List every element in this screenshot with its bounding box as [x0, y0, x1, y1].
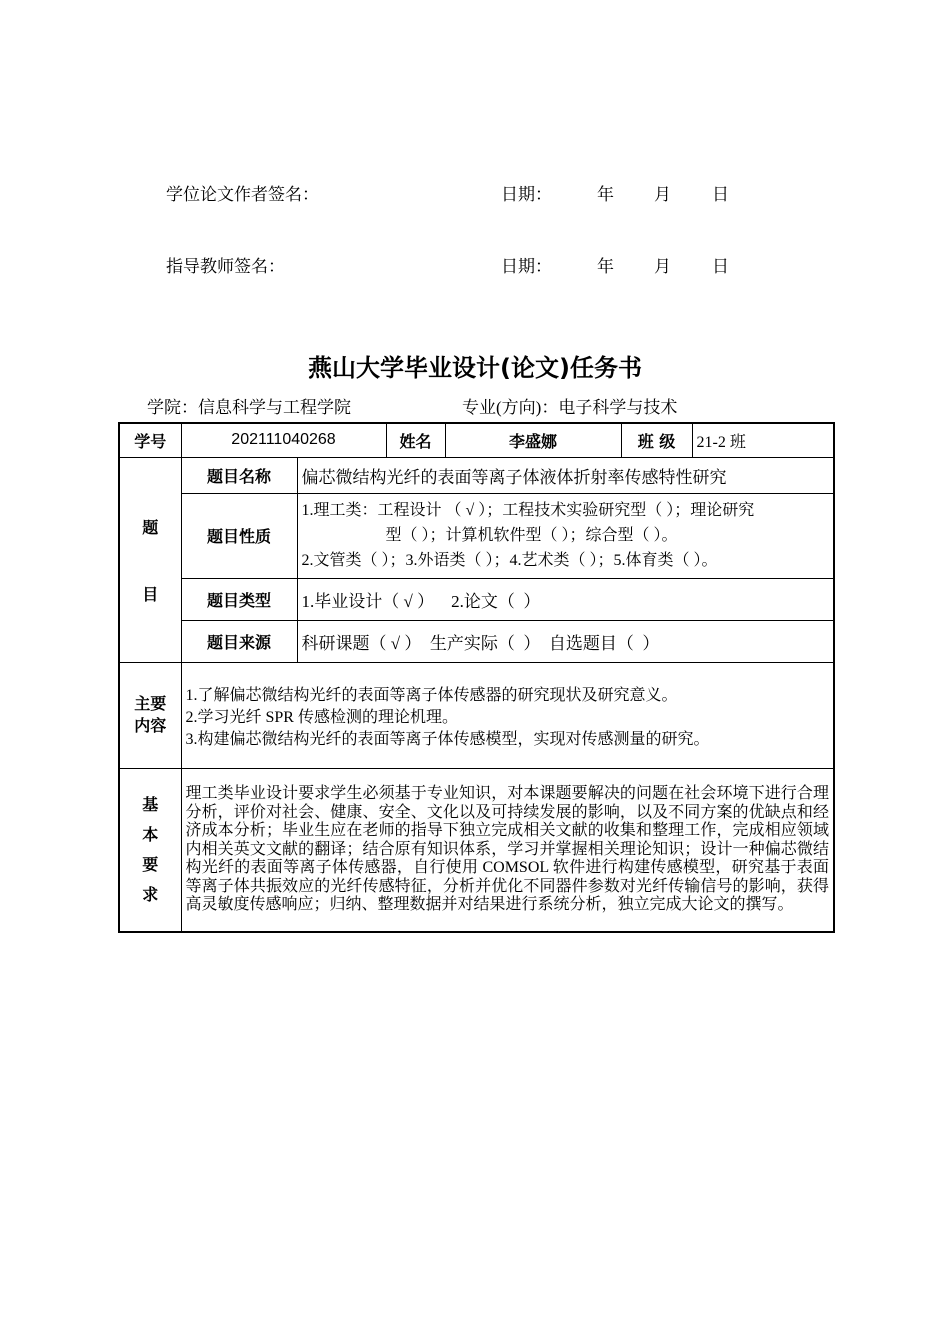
main-content-label — [119, 662, 181, 768]
main-content-item: 3.构建偏芯微结构光纤的表面等离子体传感模型，实现对传感测量的研究。 — [185, 731, 710, 748]
student-info-row — [119, 423, 834, 457]
topic-source-value: 科研课题（ √ ） 生产实际（ ） 自选题目（ ） — [297, 620, 834, 662]
major-field: 专业(方向)：电子科学与技术 — [462, 398, 678, 417]
document-title: 燕山大学毕业设计(论文)任务书 — [308, 354, 642, 382]
topic-nature-line-2: 型（ ）；计算机软件型（ ）；综合型（ ）。 — [385, 527, 678, 544]
main-content-item: 1.了解偏芯微结构光纤的表面等离子体传感器的研究现状及研究意义。 — [185, 687, 678, 704]
topic-name-label: 题目名称 — [181, 457, 297, 493]
author-date-label: 日期： — [501, 185, 552, 204]
author-month-label: 月 — [654, 185, 671, 204]
main-content-value — [181, 662, 834, 768]
topic-source-row — [119, 620, 834, 662]
name-label: 姓名 — [386, 423, 445, 457]
topic-nature-row — [119, 493, 834, 578]
topic-group-label — [119, 457, 181, 662]
topic-group-bottom: 目 — [142, 584, 159, 604]
author-day-label: 日 — [712, 185, 729, 204]
class-label: 班 级 — [621, 423, 692, 457]
topic-nature-line-3: 2.文管类（ ）；3.外语类（ ）；4.艺术类（ ）；5.体育类（ ）。 — [301, 552, 718, 569]
topic-nature-value — [297, 493, 834, 578]
main-content-row — [119, 662, 834, 768]
supervisor-day-label: 日 — [712, 257, 729, 276]
topic-group-top: 题 — [142, 517, 159, 537]
task-table — [118, 422, 835, 933]
topic-name-row — [119, 457, 834, 493]
name-value: 李盛娜 — [445, 423, 621, 457]
requirements-label-char: 基 — [142, 794, 159, 814]
main-content-label-2: 内容 — [134, 716, 167, 735]
topic-nature-label: 题目性质 — [181, 493, 297, 578]
topic-type-row — [119, 578, 834, 620]
college-field: 学院：信息科学与工程学院 — [147, 398, 351, 417]
requirements-label-char: 要 — [142, 854, 159, 874]
author-signature-label: 学位论文作者签名： — [166, 185, 319, 204]
supervisor-signature-label: 指导教师签名： — [166, 257, 285, 276]
supervisor-month-label: 月 — [654, 257, 671, 276]
topic-nature-line-1: 1.理工类：工程设计 （ √ ）；工程技术实验研究型（ ）；理论研究 — [301, 502, 755, 519]
requirements-value: 理工类毕业设计要求学生必须基于专业知识，对本课题要解决的问题在社会环境下进行合理分析，评价对社会、健康、安全、文化以及可持续发展的影响，以及不同方案的优缺点和经济成本分析；毕业生应在老师的指导下独立完成相关文献的收集和整理工作，完成相应领域内相关英文文献的翻译；结合原有知识体系，学习并掌握相关理论知识；设计一种偏芯微结构光纤的表面等离子体传感器，自行使用 COMSOL 软件进行构建传感模型，研究基于表面等离子体共振效应的光纤传感特征，分析并优化不同器件参数对光纤传输信号的影响，获得高灵敏度传感响应；归纳、整理数据并对结果进行系统分析，独立完成大论文的撰写。 — [181, 768, 834, 932]
topic-type-value: 1.毕业设计（ √ ） 2.论文（ ） — [297, 578, 834, 620]
requirements-label — [119, 768, 181, 932]
requirements-label-char: 求 — [142, 884, 159, 904]
author-year-label: 年 — [597, 185, 614, 204]
supervisor-year-label: 年 — [597, 257, 614, 276]
main-content-label-1: 主要 — [134, 694, 167, 713]
supervisor-date-label: 日期： — [501, 257, 552, 276]
student-id-label: 学号 — [119, 423, 181, 457]
class-value: 21-2 班 — [692, 423, 834, 457]
main-content-item: 2.学习光纤 SPR 传感检测的理论机理。 — [185, 709, 458, 726]
student-id-value: 202111040268 — [181, 423, 386, 457]
topic-type-label: 题目类型 — [181, 578, 297, 620]
topic-name-value: 偏芯微结构光纤的表面等离子体液体折射率传感特性研究 — [297, 457, 834, 493]
topic-source-label: 题目来源 — [181, 620, 297, 662]
requirements-label-char: 本 — [142, 824, 159, 844]
requirements-row — [119, 768, 834, 932]
